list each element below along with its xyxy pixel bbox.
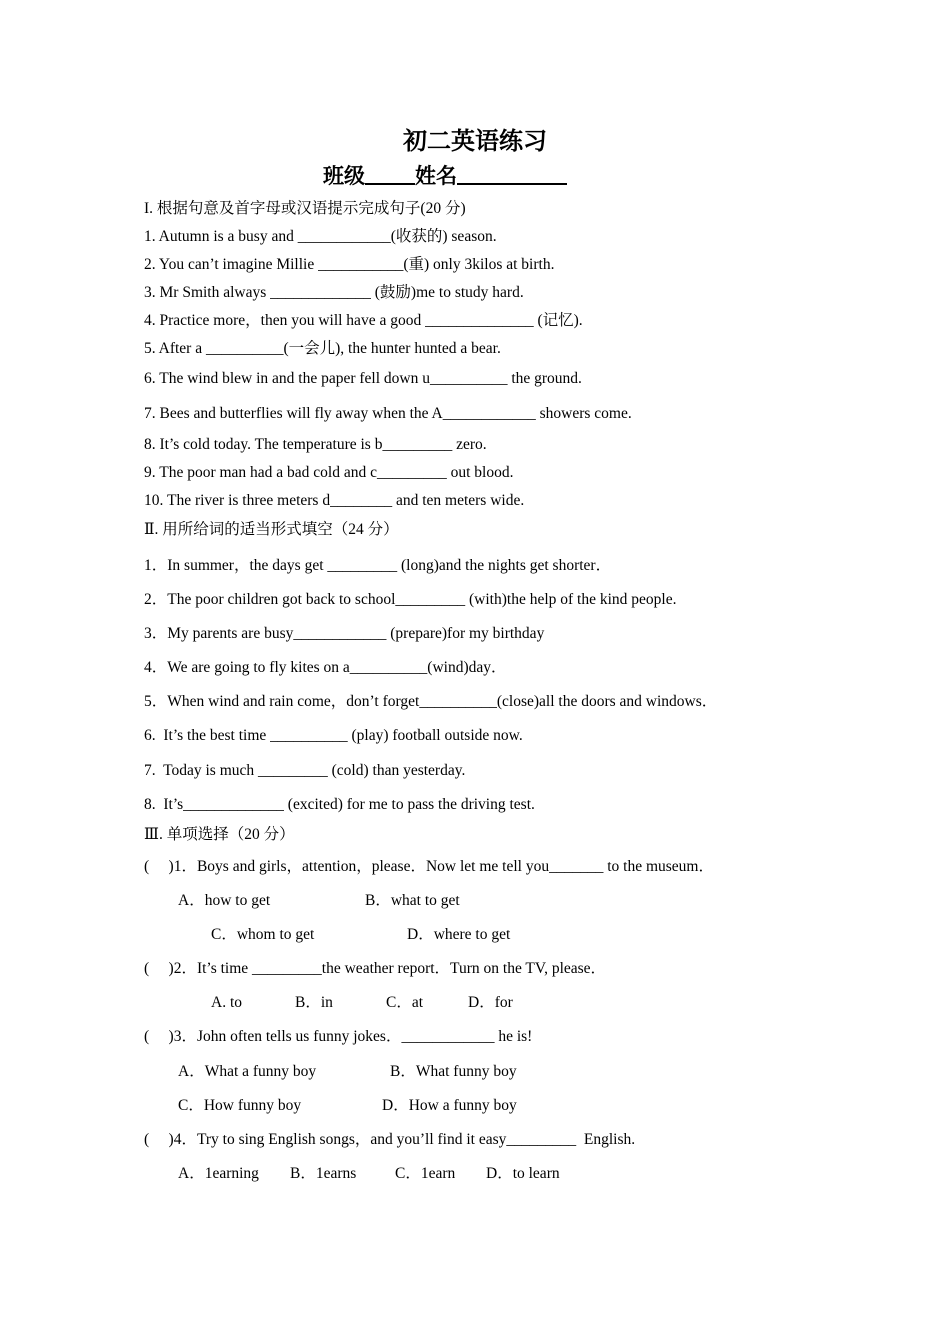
section1-item-9: 9. The poor man had a bad cold and c_________ out blood.	[144, 464, 514, 481]
q2-option-a: A. to	[211, 994, 242, 1011]
q3-option-c: C．How funny boy	[178, 1097, 302, 1114]
section1-item-3: 3. Mr Smith always _____________ (鼓励)me to study hard.	[144, 284, 524, 301]
section1-item-8: 8. It’s cold today. The temperature is b_________ zero.	[144, 436, 487, 453]
q2-option-d: D．for	[468, 994, 513, 1011]
section1-item-6: 6. The wind blew in and the paper fell down u__________ the ground.	[144, 370, 582, 387]
q1-option-d: D．where to get	[407, 926, 511, 943]
question-1: ( )1．Boys and girls，attention，please．Now let me tell you_______ to the museum．	[144, 858, 714, 875]
section1-item-10: 10. The river is three meters d________ and ten meters wide.	[144, 492, 525, 509]
q1-option-b: B．what to get	[365, 892, 460, 909]
class-label: 班级	[323, 164, 365, 188]
section1-item-2: 2. You can’t imagine Millie ___________(重) only 3kilos at birth.	[144, 256, 555, 273]
section2-heading: Ⅱ. 用所给词的适当形式填空（24 分）	[144, 521, 399, 538]
q4-option-a: A．1earning	[178, 1165, 259, 1182]
q1-option-c: C．whom to get	[211, 926, 315, 943]
name-label: 姓名	[415, 164, 457, 188]
section2-item-1: 1．In summer，the days get _________ (long)and the nights get shorter．	[144, 557, 612, 574]
student-info-line	[323, 160, 567, 190]
q3-option-b: B．What funny boy	[390, 1063, 517, 1080]
section2-item-6: 6. It’s the best time __________ (play) football outside now.	[144, 727, 523, 744]
page-title: 初二英语练习	[403, 129, 547, 155]
section2-item-8: 8. It’s_____________ (excited) for me to pass the driving test.	[144, 796, 535, 813]
section2-item-5: 5．When wind and rain come，don’t forget__________(close)all the doors and windows．	[144, 693, 718, 710]
q4-option-c: C．1earn	[395, 1165, 456, 1182]
question-3: ( )3．John often tells us funny jokes．____________ he is!	[144, 1028, 533, 1045]
section2-item-4: 4．We are going to fly kites on a__________(wind)day．	[144, 659, 507, 676]
section1-item-5: 5. After a __________(一会儿), the hunter hunted a bear.	[144, 340, 501, 357]
q1-option-a: A．how to get	[178, 892, 271, 909]
class-blank[interactable]	[365, 165, 415, 185]
q3-option-d: D．How a funny boy	[382, 1097, 517, 1114]
question-2: ( )2．It’s time _________the weather report．Turn on the TV, please．	[144, 960, 607, 977]
section1-item-4: 4. Practice more，then you will have a good ______________ (记忆).	[144, 312, 583, 329]
section2-item-2: 2．The poor children got back to school_________ (with)the help of the kind people.	[144, 591, 677, 608]
section1-heading: I. 根据句意及首字母或汉语提示完成句子(20 分)	[144, 200, 466, 217]
q2-option-c: C．at	[386, 994, 424, 1011]
name-blank[interactable]	[457, 165, 567, 185]
q3-option-a: A．What a funny boy	[178, 1063, 317, 1080]
q2-option-b: B．in	[295, 994, 333, 1011]
q4-option-b: B．1earns	[290, 1165, 357, 1182]
section2-item-7: 7. Today is much _________ (cold) than yesterday.	[144, 762, 466, 779]
section3-heading: Ⅲ. 单项选择（20 分）	[144, 826, 295, 843]
question-4: ( )4．Try to sing English songs，and you’ll find it easy_________ English.	[144, 1131, 636, 1148]
section1-item-1: 1. Autumn is a busy and ____________(收获的) season.	[144, 228, 497, 245]
q4-option-d: D．to learn	[486, 1165, 560, 1182]
section1-item-7: 7. Bees and butterflies will fly away when the A____________ showers come.	[144, 405, 632, 422]
section2-item-3: 3．My parents are busy____________ (prepare)for my birthday	[144, 625, 545, 642]
